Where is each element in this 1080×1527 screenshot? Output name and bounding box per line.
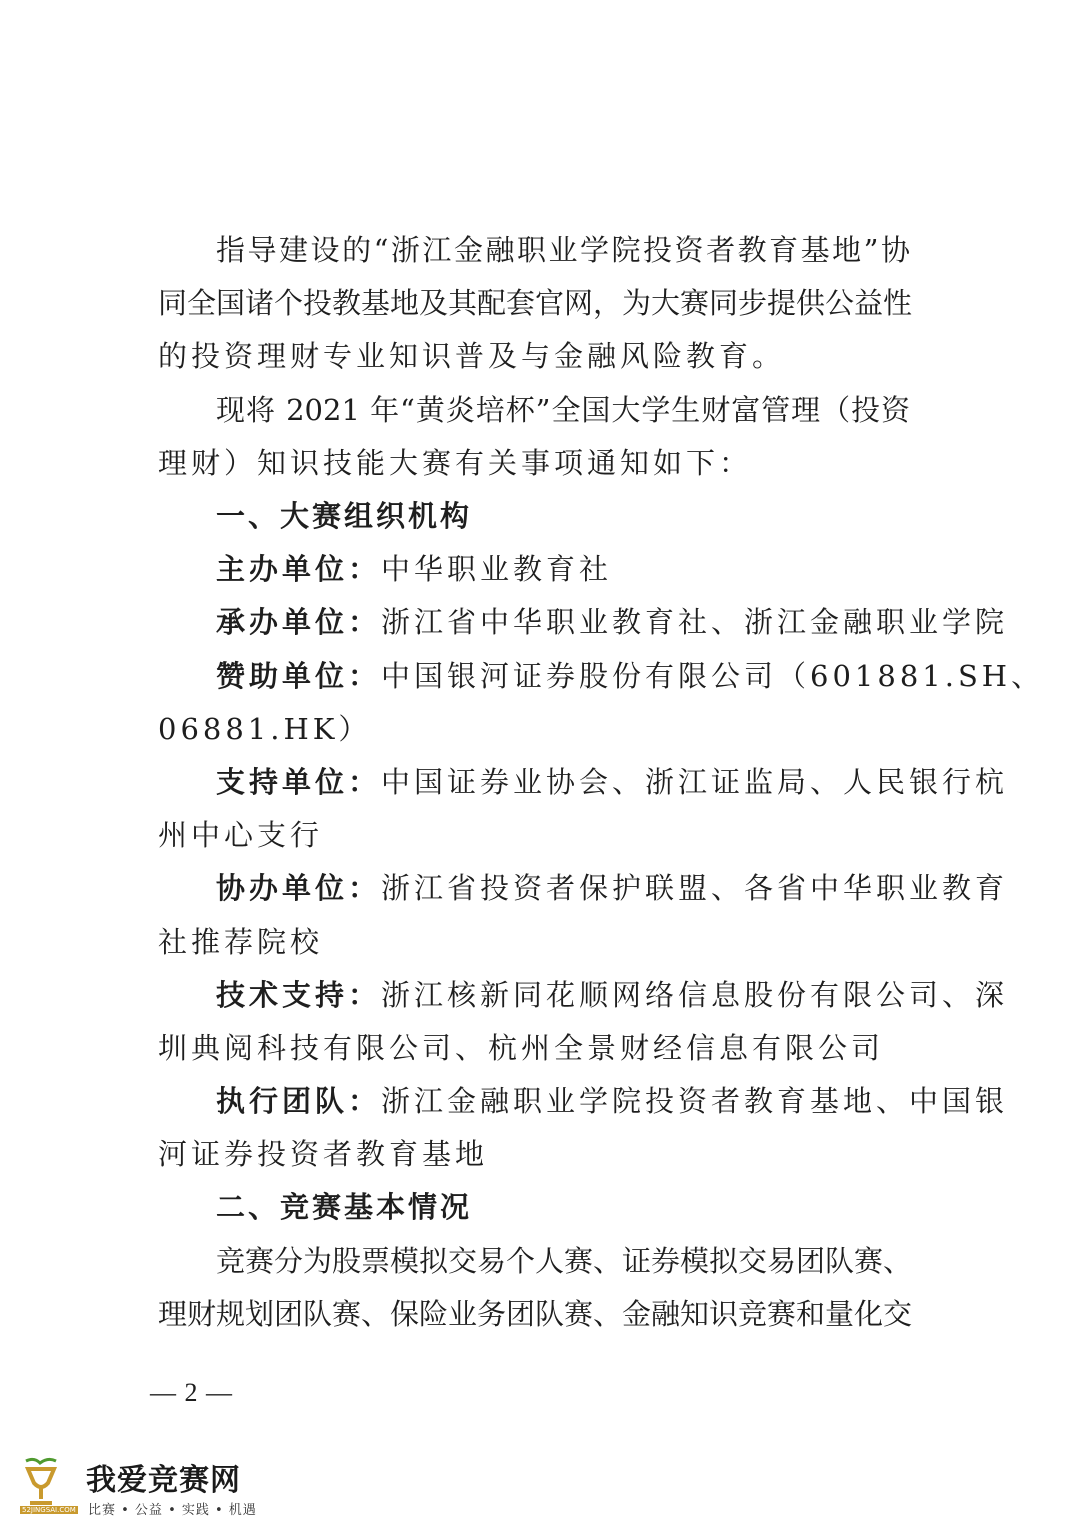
tech-support-line <box>216 975 1009 1015</box>
field-label: 协办单位： <box>216 871 382 905</box>
paragraph-line: 河证券投资者教育基地 <box>158 1137 489 1171</box>
field-label: 技术支持： <box>216 978 382 1012</box>
paragraph-line: 同全国诸个投教基地及其配套官网，为大赛同步提供公益性 <box>158 286 913 320</box>
paragraph-line: 理财）知识技能大赛有关事项通知如下： <box>158 446 753 480</box>
field-value: 浙江金融职业学院投资者教育基地、中国银 <box>381 1084 1009 1118</box>
field-value: 中华职业教育社 <box>381 552 613 586</box>
sponsor-line <box>216 656 1045 696</box>
field-value: 中国银河证券股份有限公司（601881.SH、 <box>381 659 1045 693</box>
section-heading-organization: 一、大赛组织机构 <box>216 499 473 533</box>
page-number: — 2 — <box>150 1378 233 1407</box>
watermark-slogan: 比赛 • 公益 • 实践 • 机遇 <box>88 1503 257 1518</box>
executive-team-line <box>216 1081 1009 1121</box>
host-line <box>216 602 1009 642</box>
paragraph-line: 州中心支行 <box>158 818 324 852</box>
field-value: 浙江省投资者保护联盟、各省中华职业教育 <box>381 871 1009 905</box>
paragraph-line: 社推荐院校 <box>158 925 324 959</box>
field-label: 赞助单位： <box>216 659 382 693</box>
support-line <box>216 762 1009 802</box>
paragraph-line: 竞赛分为股票模拟交易个人赛、证券模拟交易团队赛、 <box>216 1244 913 1278</box>
field-label: 承办单位： <box>216 605 382 639</box>
watermark-domain: 52JINGSAI.COM <box>22 1506 76 1514</box>
paragraph-line: 06881.HK） <box>158 712 372 746</box>
paragraph-line: 圳典阅科技有限公司、杭州全景财经信息有限公司 <box>158 1031 885 1065</box>
field-value: 浙江省中华职业教育社、浙江金融职业学院 <box>381 605 1009 639</box>
field-value: 中国证券业协会、浙江证监局、人民银行杭 <box>381 765 1009 799</box>
paragraph-line: 现将 2021 年“黄炎培杯”全国大学生财富管理（投资 <box>216 393 910 427</box>
section-heading-competition: 二、竞赛基本情况 <box>216 1190 473 1224</box>
watermark-title: 我爱竞赛网 <box>86 1463 241 1498</box>
co-organizer-line <box>216 868 1009 908</box>
paragraph-line: 的投资理财专业知识普及与金融风险教育。 <box>158 339 786 373</box>
paragraph-line: 指导建设的“浙江金融职业学院投资者教育基地”协 <box>216 233 910 267</box>
paragraph-line: 理财规划团队赛、保险业务团队赛、金融知识竞赛和量化交 <box>158 1297 913 1331</box>
field-label: 支持单位： <box>216 765 382 799</box>
field-value: 浙江核新同花顺网络信息股份有限公司、深 <box>381 978 1009 1012</box>
field-label: 执行团队： <box>216 1084 382 1118</box>
organizer-line <box>216 549 910 589</box>
field-label: 主办单位： <box>216 552 382 586</box>
